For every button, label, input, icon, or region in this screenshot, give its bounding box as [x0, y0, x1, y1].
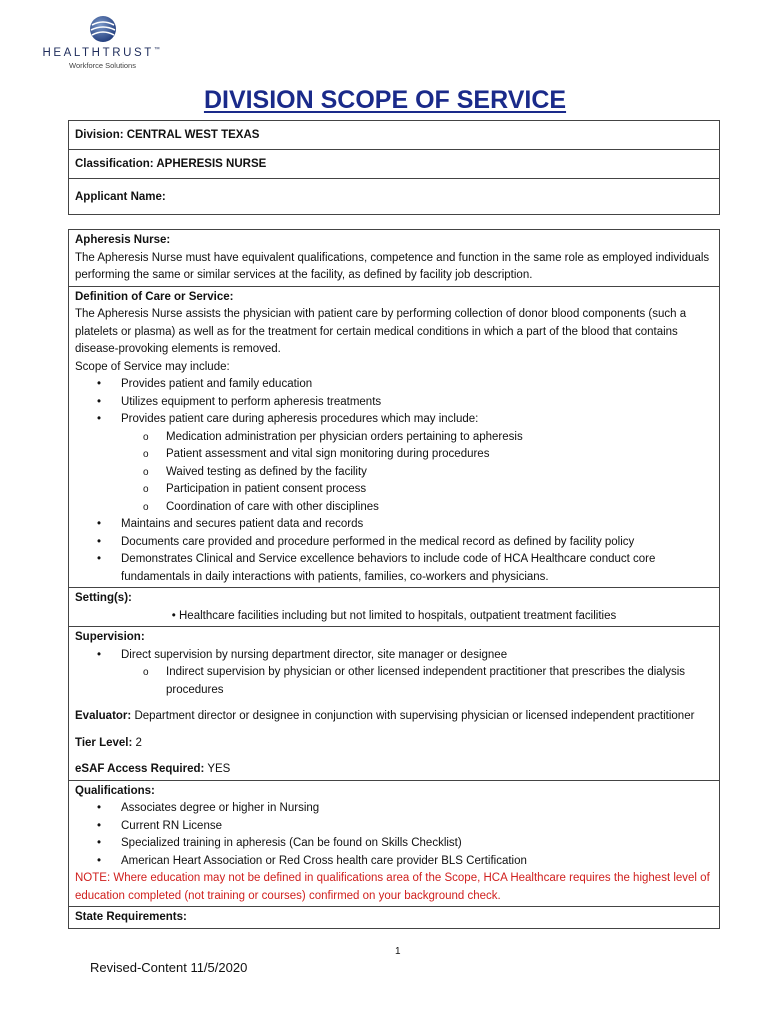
- role-section: [69, 230, 719, 287]
- list-item: • Demonstrates Clinical and Service excellence behaviors to include code of HCA Healthcare conduct core fundamentals in daily interactions with patients, families, co-workers and physicians.: [75, 551, 713, 586]
- list-item: • Provides patient and family education: [75, 376, 713, 394]
- qualifications-section: [69, 781, 719, 908]
- sublist-item: o Medication administration per physician orders pertaining to apheresis: [75, 429, 713, 447]
- evaluator-line: Evaluator: Department director or designee in conjunction with supervising physician or licensed independent practitioner: [75, 710, 695, 722]
- healthtrust-logo: [40, 14, 165, 70]
- state-requirements-section: [69, 907, 719, 928]
- qualifications-heading: Qualifications:: [75, 784, 155, 797]
- sublist-item: o Coordination of care with other disciplines: [75, 499, 713, 517]
- logo-brand: HEALTHTRUST™: [42, 47, 163, 59]
- role-text: The Apheresis Nurse must have equivalent qualifications, competence and function in the same role as employed individuals performing the same or similar services at the facility, as defined by facility job description.: [75, 251, 710, 281]
- definition-text: The Apheresis Nurse assists the physician with patient care by performing collection of donor blood components (such a platelets or plasma) as well as for the treatment for certain medical conditions in which a part of the blood that contains disease-provoking elements is removed.: [75, 308, 687, 355]
- list-item: • Direct supervision by nursing department director, site manager or designee: [75, 647, 713, 665]
- globe-icon: [88, 14, 118, 44]
- list-item: • Current RN License: [75, 818, 713, 836]
- division-field: Division: CENTRAL WEST TEXAS: [69, 121, 719, 150]
- page-number: 1: [395, 946, 401, 957]
- header-table: [68, 120, 720, 215]
- scope-table: [68, 229, 720, 929]
- procedure-sublist: [75, 429, 713, 517]
- list-item: • Associates degree or higher in Nursing: [75, 800, 713, 818]
- qualifications-list: [75, 800, 713, 870]
- list-item: • American Heart Association or Red Cross health care provider BLS Certification: [75, 853, 713, 871]
- supervision-sublist: [75, 664, 713, 699]
- sublist-item: o Waived testing as defined by the facility: [75, 464, 713, 482]
- sublist-item: o Indirect supervision by physician or other licensed independent practitioner that prescribes the dialysis procedures: [75, 664, 713, 699]
- sublist-item: o Participation in patient consent process: [75, 481, 713, 499]
- settings-item: • Healthcare facilities including but not limited to hospitals, outpatient treatment facilities: [171, 609, 617, 622]
- list-item: • Provides patient care during apheresis procedures which may include:: [75, 411, 713, 429]
- sublist-item: o Patient assessment and vital sign monitoring during procedures: [75, 446, 713, 464]
- list-item: • Utilizes equipment to perform apheresis treatments: [75, 394, 713, 412]
- supervision-heading: Supervision:: [75, 631, 145, 643]
- applicant-name-field: Applicant Name:: [75, 190, 166, 203]
- supervision-section: [69, 627, 719, 781]
- document-title: DIVISION SCOPE OF SERVICE: [203, 86, 567, 114]
- list-item: • Documents care provided and procedure performed in the medical record as defined by facility policy: [75, 534, 713, 552]
- definition-heading: Definition of Care or Service:: [75, 290, 234, 303]
- settings-section: [69, 588, 719, 627]
- education-note: NOTE: Where education may not be defined in qualifications area of the Scope, HCA Healthcare requires the highest level of education completed (not training or courses) confirmed on your background check.: [75, 872, 710, 902]
- esaf-line: eSAF Access Required: YES: [75, 763, 231, 775]
- role-heading: Apheresis Nurse:: [75, 234, 171, 246]
- list-item: • Maintains and secures patient data and records: [75, 516, 713, 534]
- definition-section: [69, 287, 719, 589]
- scope-intro: Scope of Service may include:: [75, 360, 230, 373]
- scope-list: [75, 376, 713, 429]
- scope-list-continued: [75, 516, 713, 586]
- settings-heading: Setting(s):: [75, 592, 132, 604]
- logo-subtitle: Workforce Solutions: [69, 61, 136, 70]
- state-requirements-heading: State Requirements:: [75, 911, 187, 923]
- supervision-list: [75, 647, 713, 665]
- list-item: • Specialized training in apheresis (Can be found on Skills Checklist): [75, 835, 713, 853]
- revision-footer: Revised-Content 11/5/2020: [90, 960, 248, 975]
- classification-field: Classification: APHERESIS NURSE: [69, 150, 719, 179]
- tier-level-line: Tier Level: 2: [75, 736, 142, 749]
